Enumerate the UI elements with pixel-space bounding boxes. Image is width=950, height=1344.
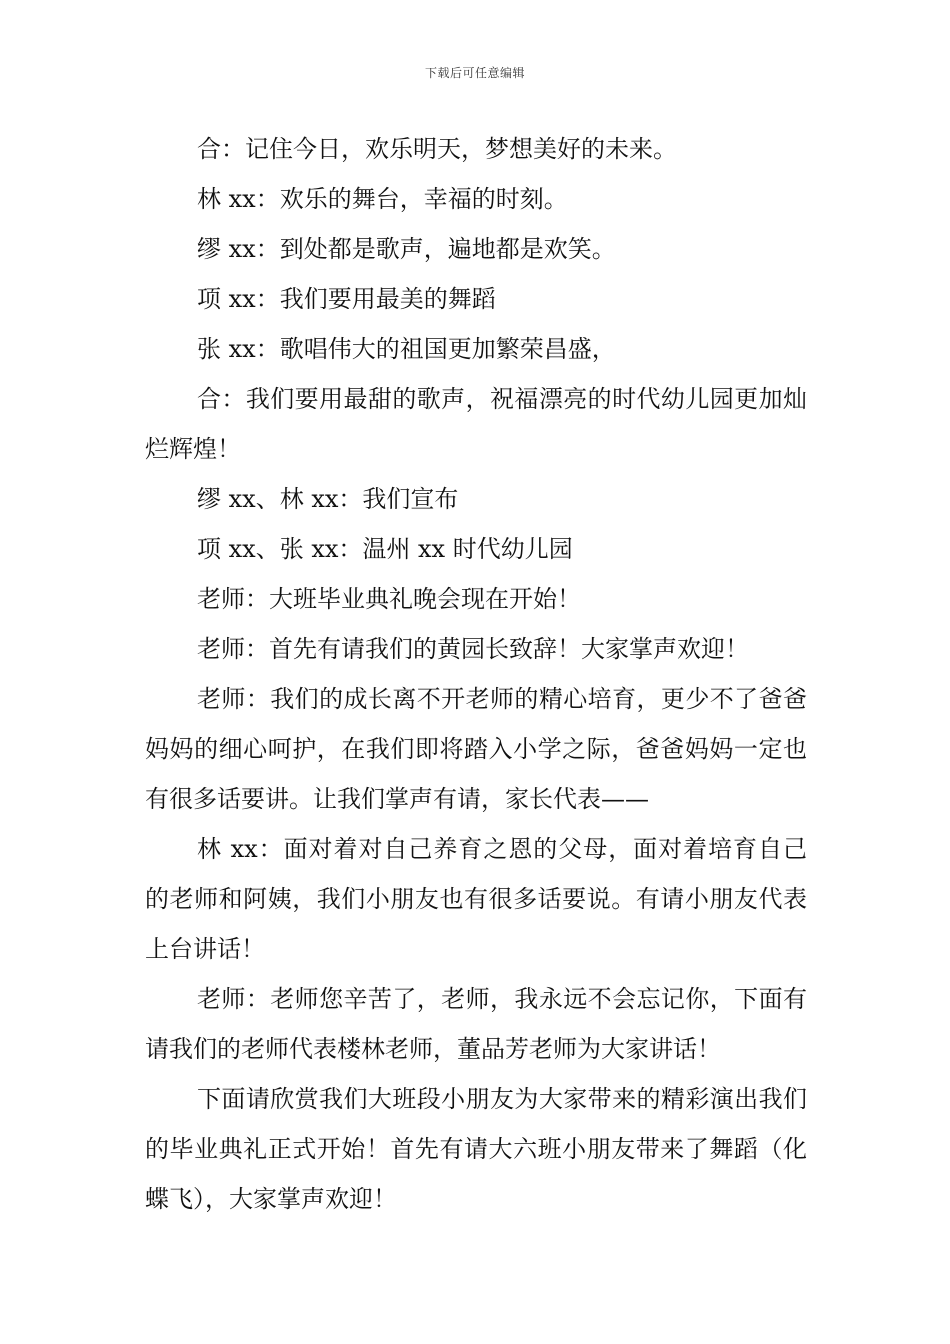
paragraph-11: 老师：我们的成长离不开老师的精心培育，更少不了爸爸妈妈的细心呵护，在我们即将踏入小学之际，爸爸妈妈一定也有很多话要讲。让我们掌声有请，家长代表—— [145, 685, 807, 813]
paragraph-2: 林 xx：欢乐的舞台，幸福的时刻。 [197, 185, 568, 213]
paragraph-7: 缪 xx、林 xx：我们宣布 [197, 485, 459, 513]
paragraph-9: 老师：大班毕业典礼晚会现在开始！ [197, 585, 581, 613]
paragraph-5: 张 xx：歌唱伟大的祖国更加繁荣昌盛， [197, 335, 616, 363]
page-header: 下载后可任意编辑 [424, 66, 525, 80]
paragraph-3: 缪 xx：到处都是歌声，遍地都是欢笑。 [197, 235, 616, 263]
paragraph-10: 老师：首先有请我们的黄园长致辞！大家掌声欢迎！ [197, 635, 749, 663]
paragraph-6: 合：我们要用最甜的歌声，祝福漂亮的时代幼儿园更加灿烂辉煌！ [145, 385, 807, 463]
paragraph-13: 老师：老师您辛苦了，老师，我永远不会忘记你，下面有请我们的老师代表楼林老师，董品芳老师为大家讲话！ [145, 985, 807, 1063]
paragraph-12: 林 xx：面对着对自己养育之恩的父母，面对着培育自己的老师和阿姨，我们小朋友也有很多话要说。有请小朋友代表上台讲话！ [145, 835, 807, 963]
paragraph-14: 下面请欣赏我们大班段小朋友为大家带来的精彩演出我们的毕业典礼正式开始！首先有请大六班小朋友带来了舞蹈（化蝶飞），大家掌声欢迎！ [145, 1085, 807, 1213]
paragraph-4: 项 xx：我们要用最美的舞蹈 [197, 285, 496, 313]
document-body [145, 124, 807, 1224]
paragraph-1: 合：记住今日，欢乐明天，梦想美好的未来。 [197, 135, 677, 163]
paragraph-8: 项 xx、张 xx：温州 xx 时代幼儿园 [197, 535, 573, 563]
